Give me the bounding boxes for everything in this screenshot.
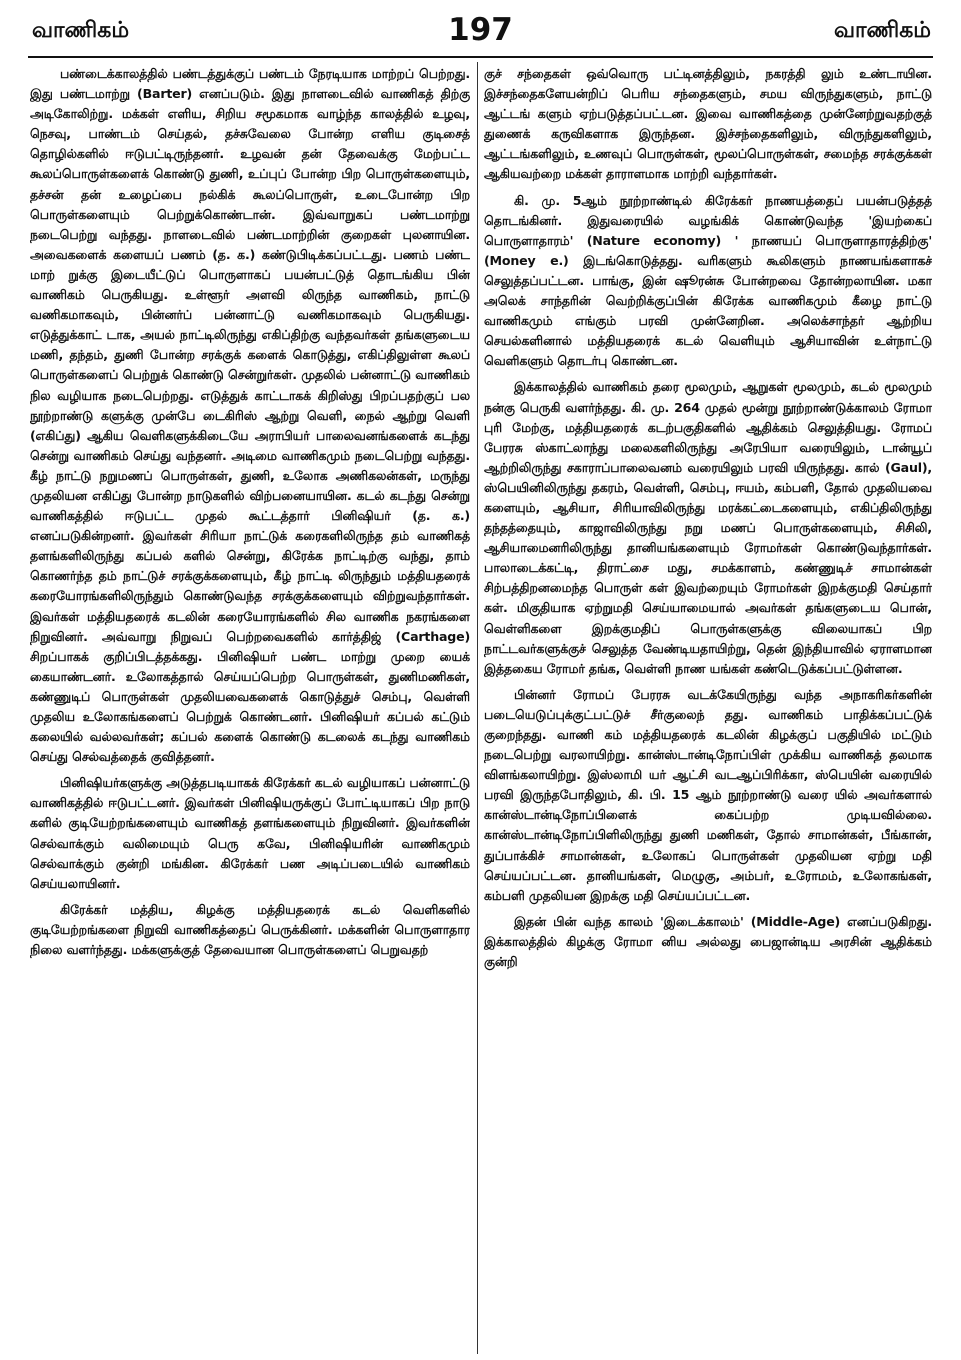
paragraph: பின்னர் ரோமப் பேரரசு வடக்கேயிருந்து வந்த அநாகரிகர்களின் படையெடுப்புக்குட்பட்டுச் சீர்குலைந் தது. வாணிகம் பாதிக்கப்பட்டுக் குறைந்தது. வாணி கம் மத்தியதரைக் கடலின் கிழக்குப் பகுதியில் மட்டும் நடைபெற்று வரலாயிற்று. கான்ஸ்டான்டிநோப்பிள் முக்கிய வாணிகத் தலமாக விளங்கலாயிற்று. இஸ்லாமி யர் ஆட்சி வடஆப்பிரிக்கா, ஸ்பெயின் வரையில் பரவி இருந்தபோதிலும், கி. பி. 15 ஆம் நூற்றாண்டு வரை யில் அவர்களால் கான்ஸ்டான்டிநோப்பிளைக் கைப்பற்ற முடியவில்லை. கான்ஸ்டான்டிநோப்பிளிலிருந்து துணி மணிகள், தோல் சாமான்கள், பீங்கான், துப்பாக்கிச் சாமான்கள், உலோகப் பொருள்கள் முதலியன ஏற்று மதி செய்யப்பட்டன. தானியங்கள், மெழுகு, அம்பர், உரோமம், உலோகங்கள், கம்பளி முதலியன இறக்கு மதி செய்யப்பட்டன. <box>484 686 932 903</box>
paragraph: இதன் பின் வந்த காலம் 'இடைக்காலம்' (Middle-Age) எனப்படுகிறது. இக்காலத்தில் கிழக்கு ரோமா னிய அல்லது பைஜான்டிய அரசின் ஆதிக்கம் குன்றி <box>484 913 932 970</box>
left-column <box>30 64 470 1354</box>
column-divider <box>477 62 478 1354</box>
running-title-left: வாணிகம் <box>32 18 130 43</box>
paragraph: பினிஷியர்களுக்கு அடுத்தபடியாகக் கிரேக்கர் கடல் வழியாகப் பன்னாட்டு வாணிகத்தில் ஈடுபட்டனர். இவர்கள் பினிஷியருக்குப் போட்டியாகப் பிற நாடு களில் குடியேற்றங்களையும் வாணிகத் தளங்களையும் நிறுவினர். இவர்களின் செல்வாக்கும் வலிமையும் பெரு கவே, பினிஷியரின் வாணிகமும் செல்வாக்கும் குன்றி மங்கின. கிரேக்கர் பண அடிப்படையில் வாணிகம் செய்யலாயினர். <box>30 775 470 891</box>
paragraph: கி. மு. 5ஆம் நூற்றாண்டில் கிரேக்கர் நாணயத்தைப் பயன்படுத்தத் தொடங்கினர். இதுவரையில் வழங்கிக் கொண்டுவந்த 'இயற்கைப் பொருளாதாரம்' (Nature economy) ' நாணயப் பொருளாதாரத்திற்கு' (Money e.) இடங்கொடுத்தது. வரிகளும் கூலிகளும் நாணயங்களாகச் செலுத்தப்பட்டன. பாங்கு, இன் ஷூரன்சு போன்றவை தோன்றலாயின. மகா அலெக் சாந்தரின் வெற்றிக்குப்பின் கிரேக்க வாணிகமும் கீழை நாட்டு வாணிகமும் எங்கும் பரவி முன்னேறின. அலெக்சாந்தர் ஆற்றிய செயல்களினால் மத்தியதரைக் கடல் வெளியும் ஆசியாவின் உள்நாட்டு வெளிகளும் தொடர்பு கொண்டன. <box>484 192 932 369</box>
paragraph: பண்டைக்காலத்தில் பண்டத்துக்குப் பண்டம் நேரடியாக மாற்றப் பெற்றது. இது பண்டமாற்று (Barter) எனப்படும். இது நாளடைவில் வாணிகத் திற்கு அடிகோலிற்று. மக்கள் எளிய, சிறிய சமூகமாக வாழ்ந்த காலத்தில் உழவு, நெசவு, பாண்டம் செய்தல், தச்சுவேலை போன்ற எளிய குடிசைத் தொழில்களில் ஈடுபட்டிருந்தனர். உழவன் தன் தேவைக்கு மேற்பட்ட கூலப்பொருள்களைக் கொண்டு துணி, உப்புப் போன்ற பிற பொருள்களையும், தச்சன் தன் உழைப்பை நல்கிக் கூலப்பொருள், உடைபோன்ற பிற பொருள்களையும் பெற்றுக்கொண்டான். இவ்வாறுகப் பண்டமாற்று நடைபெற்று வந்தது. நாளடைவில் பண்டமாற்றின் குறைகள் புலனாயின. அவைகளைக் களையப் பணம் (த. க.) கண்டுபிடிக்கப்பட்டது. பணம் பண்ட மாற் றுக்கு இடையீட்டுப் பொருளாகப் பயன்பட்டுத் தொடங்கிய பின் வாணிகம் பெருகியது. உள்ளூர் அளவி லிருந்த வாணிகம், நாட்டு வணிகமாகவும், பின்னர்ப் பன்னாட்டு வணிகமாகவும் பெருகியது. எடுத்துக்காட் டாக, அயல் நாட்டிலிருந்து எகிப்திற்கு வந்தவர்கள் தங்களுடைய மணி, தந்தம், துணி போன்ற சரக்குக் களைக் கொடுத்து, எகிப்திலுள்ள கூலப் பொருள்களைப் பெற்றுக் கொண்டு சென்றுர்கள். முதலில் பன்னாட்டு வாணிகம் நில வழியாக நடைபெற்றது. எடுத்துக் காட்டாகக் கிறிஸ்து பிறப்பதற்குப் பல நூற்றாண்டு களுக்கு முன்பே டைகிரிஸ் ஆற்று வெளி, நைல் ஆற்று வெளி (எகிப்து) ஆகிய வெளிகளுக்கிடையே அராபியர் பாலைவனங்களைக் கடந்து சென்று வாணிகம் செய்து வந்தனர். அடிமை வாணிகமும் நடைபெற்று வந்தது. கீழ் நாட்டு நறுமணப் பொருள்கள், துணி, உலோக அணிகலன்கள், மருந்து முதலியன எகிப்து போன்ற நாடுகளில் விற்பனையாயின. கடல் கடந்து சென்று வாணிகத்தில் ஈடுபட்ட முதல் கூட்டத்தார் பினிஷியர் (த. க.) எனப்படுகின்றனர். இவர்கள் சிரியா நாட்டுக் கரைகளிலிருந்த தம் வாணிகத் தளங்களிலிருந்து கப்பல் களில் சென்று, கிரேக்க நாட்டிற்கு வந்து, தாம் கொணர்ந்த தம் நாட்டுச் சரக்குக்களையும், கீழ் நாட்டி லிருந்தும் மத்தியதரைக் கரையோரங்களிலிருந்தும் கொண்டுவந்த சரக்குக்களையும் விற்றுவந்தார்கள். இவர்கள் மத்தியதரைக் கடலின் கரையோரங்களில் சில வாணிக நகரங்களை நிறுவினர். அவ்வாறு நிறுவப் பெற்றவைகளில் கார்த்திஜ் (Carthage) சிறப்பாகக் குறிப்பிடத்தக்கது. பினிஷியர் பண்ட மாற்று முறை யைக் கையாண்டனர். உலோகத்தால் செய்யப்பெற்ற பொருள்கள், துணிமணிகள், கண்ணுடிப் பொருள்கள் முதலியவைகளைக் கொடுத்துச் செம்பு, வெள்ளி முதலிய உலோகங்களைப் பெற்றுக் கொண்டனர். பினிஷியர் கப்பல் கட்டும் கலையில் வல்லவர்கள்; கப்பல் களைக் கொண்டு கடலைக் கடந்து வாணிகம் செய்து செல்வத்தைக் குவித்தனர். <box>30 66 470 765</box>
page-header <box>0 0 961 56</box>
page-number: 197 <box>448 12 513 48</box>
paragraph: குச் சந்தைகள் ஒவ்வொரு பட்டினத்திலும், நகரத்தி லும் உண்டாயின. இச்சந்தைகளேயன்றிப் பெரிய சந்தைகளும், சமய விருந்துகளும், நாட்டு ஆட்டங் களும் ஏற்படுத்தப்பட்டன. இவை வாணிகத்தை முன்னேற்றுவதற்குத் துணைக் கருவிகளாக இருந்தன. இச்சந்தைகளிலும், விருந்துகளிலும், ஆட்டங்களிலும், உணவுப் பொருள்கள், மூலப்பொருள்கள், சமைந்த சரக்குக்கள் ஆகியவற்றை மக்கள் தாராளமாக மாற்றி வந்தார்கள். <box>484 66 932 182</box>
running-title-right: வாணிகம் <box>833 18 931 43</box>
paragraph: கிரேக்கர் மத்திய, கிழக்கு மத்தியதரைக் கடல் வெளிகளில் குடியேற்றங்களை நிறுவி வாணிகத்தைப் பெருக்கினர். மக்களின் பொருளாதார நிலை வளர்ந்தது. மக்களுக்குத் தேவையான பொருள்களைப் பெறுவதற் <box>30 901 470 958</box>
header-rule <box>28 56 933 58</box>
right-column <box>484 64 932 1354</box>
paragraph: இக்காலத்தில் வாணிகம் தரை மூலமும், ஆறுகள் மூலமும், கடல் மூலமும் நன்கு பெருகி வளர்ந்தது. கி. மு. 264 முதல் மூன்று நூற்றாண்டுக்காலம் ரோமா புரி மேற்கு, மத்தியதரைக் கடற்பகுதிகளில் ஆதிக்கம் செலுத்தியது. ரோமப் பேரரசு ஸ்காட்லாந்து மலைகளிலிருந்து அரேபியா வரையிலும், டான்யூப் ஆற்றிலிருந்து சகாராப்பாலைவனம் வரையிலும் பரவி யிருந்தது. கால் (Gaul), ஸ்பெயினிலிருந்து தகரம், வெள்ளி, செம்பு, ஈயம், கம்பளி, தோல் முதலியவை களையும், ஆசியா, சிரியாவிலிருந்து மரக்கட்டைகளையும், எகிப்திலிருந்து தந்தத்தையும், காஜாவிலிருந்து நறு மணப் பொருள்களையும், சிசிலி, ஆசியாமைனரிலிருந்து தானியங்களையும் ரோமர்கள் கொண்டுவந்தார்கள். பாலாடைக்கட்டி, திராட்சை மது, சமக்காளம், கண்ணுடிச் சாமான்கள் சிற்பத்திறனமைந்த பொருள் கள் இவற்றையும் ரோமர்கள் இறக்குமதி செய்தார் கள். மிகுதியாக ஏற்றுமதி செய்யாமையால் அவர்கள் தங்களுடைய பொன், வெள்ளிகளை இறக்குமதிப் பொருள்களுக்கு விலையாகப் பிற நாட்டவர்களுக்குச் செலுத்த வேண்டியதாயிற்று, தென் இந்தியாவில் ஏராளமான இத்தகைய ரோமர் தங்க, வெள்ளி நாண யங்கள் கண்டெடுக்கப்பட்டுள்ளன. <box>484 379 932 676</box>
